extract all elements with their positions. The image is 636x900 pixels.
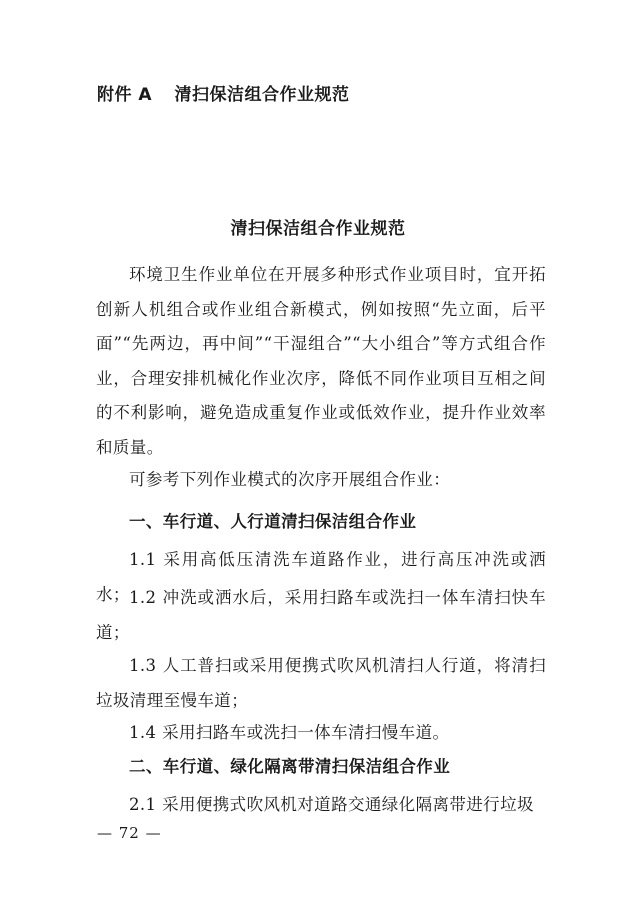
list-item — [96, 649, 546, 718]
attachment-header — [97, 80, 350, 105]
list-item — [96, 716, 546, 751]
list-item — [96, 581, 546, 650]
section-heading-1 — [96, 505, 546, 540]
list-item-text: 1.3 人工普扫或采用便携式吹风机清扫人行道，将清扫垃圾清理至慢车道； — [96, 656, 546, 710]
list-item-text: 1.4 采用扫路车或洗扫一体车清扫慢车道。 — [129, 723, 450, 742]
list-item-text: 1.1 采用高低压清洗车道路作业，进行高压冲洗或洒水； — [96, 550, 546, 604]
intro-paragraph-text: 环境卫生作业单位在开展多种形式作业项目时，宜开拓创新人机组合或作业组合新模式，例如按照“先立面，后平面”“先两边，再中间”“干湿组合”“大小组合”等方式组合作业，合理安排机械化作业次序，降低不同作业项目互相之间的不利影响，避免造成重复作业或低效作业，提升作业效率和质量。 — [96, 265, 546, 457]
attachment-title: 清扫保洁组合作业规范 — [174, 85, 350, 105]
intro-paragraph — [96, 258, 546, 466]
reference-paragraph-text: 可参考下列作业模式的次序开展组合作业： — [129, 470, 451, 489]
section-heading-2-text: 二、车行道、绿化隔离带清扫保洁组合作业 — [129, 757, 451, 776]
document-title: 清扫保洁组合作业规范 — [230, 219, 406, 239]
attachment-label: 附件 A — [97, 85, 153, 105]
list-item-text: 2.1 采用便携式吹风机对道路交通绿化隔离带进行垃圾 — [129, 795, 534, 814]
reference-paragraph — [96, 463, 546, 498]
list-item — [96, 788, 546, 823]
page-number: — 72 — — [97, 824, 162, 842]
section-heading-2 — [96, 750, 546, 785]
section-heading-1-text: 一、车行道、人行道清扫保洁组合作业 — [129, 512, 417, 531]
list-item-text: 1.2 冲洗或洒水后，采用扫路车或洗扫一体车清扫快车道； — [96, 588, 546, 642]
